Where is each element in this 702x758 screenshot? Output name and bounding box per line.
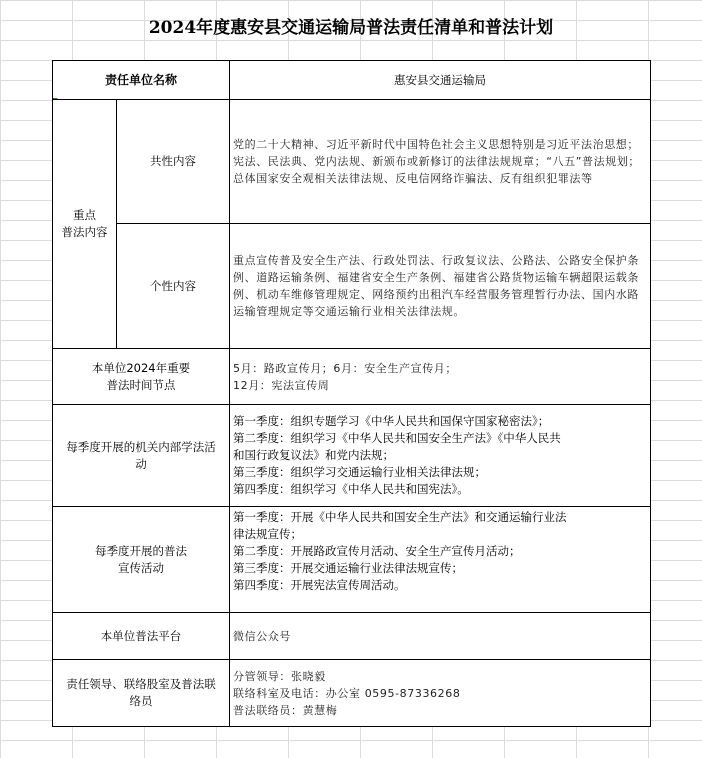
time-nodes-label-line2: 普法时间节点 — [106, 377, 176, 392]
individual-content-text: 重点宣传普及安全生产法、行政处罚法、行政复议法、公路法、公路安全保护条例、道路运输条例、福建省安全生产条例、福建省公路货物运输车辆超限运载条例、机动车维修管理规定、网络预约出租汽车经营服务管理暂行办法、国内水路运输管理规定等交通运输行业相关法律法规。 — [233, 254, 639, 318]
time-nodes-line: 5月：路政宣传月；6月：安全生产宣传月； — [233, 361, 457, 375]
individual-content-label: 个性内容 — [150, 278, 196, 293]
publicity-line: 第三季度：开展交通运输行业法律法规宣传； — [233, 561, 463, 575]
contacts-label-line2: 络员 — [129, 694, 153, 708]
contacts-label-cell — [52, 659, 230, 727]
header-label: 责任单位名称 — [104, 72, 177, 87]
key-content-label-cell — [52, 99, 117, 349]
contacts-line: 普法联络员：黄慧梅 — [233, 703, 338, 717]
publicity-label-line1: 每季度开展的普法 — [95, 543, 187, 558]
individual-content-cell — [229, 223, 651, 349]
common-content-cell — [229, 99, 651, 224]
internal-study-line: 第三季度：组织学习交通运输行业相关法律法规； — [233, 465, 486, 479]
publicity-line: 第四季度：开展宪法宣传周活动。 — [233, 578, 406, 592]
time-nodes-line: 12月：宪法宣传周 — [233, 378, 330, 392]
common-content-text: 党的二十大精神、习近平新时代中国特色社会主义思想特别是习近平法治思想；宪法、民法典、党内法规、新颁布或新修订的法律法规规章；“八五”普法规划；总体国家安全观相关法律法规、反电信网络诈骗法、反有组织犯罪法等 — [233, 138, 640, 185]
publicity-label-line2: 宣传活动 — [118, 560, 164, 575]
platform-value: 微信公众号 — [233, 629, 291, 643]
contacts-line: 分管领导：张晓毅 — [233, 669, 326, 683]
key-content-label-line1: 重点 — [73, 208, 96, 222]
publicity-cell — [229, 506, 651, 613]
key-content-label-line2: 普法内容 — [61, 225, 108, 239]
common-content-label: 共性内容 — [150, 154, 196, 168]
header-value: 惠安县交通运输局 — [394, 72, 486, 87]
time-nodes-label-cell — [52, 348, 230, 405]
internal-study-line: 第二季度：组织学习《中华人民共和国安全生产法》《中华人民共 — [233, 431, 561, 445]
contacts-line: 联络科室及电话：办公室 0595-87336268 — [233, 686, 461, 700]
platform-cell — [229, 612, 651, 660]
publicity-line: 第一季度：开展《中华人民共和国安全生产法》和交通运输行业法 — [233, 510, 567, 524]
time-nodes-label-line1: 本单位2024年重要 — [91, 360, 191, 375]
internal-study-label-line1: 每季度开展的机关内部学法活 — [66, 439, 216, 454]
publicity-line: 律法规宣传； — [233, 527, 302, 541]
header-label-cell — [52, 60, 230, 100]
internal-study-cell — [229, 404, 651, 507]
individual-content-label-cell — [116, 223, 230, 349]
common-content-label-cell — [116, 99, 230, 224]
contacts-label-line1: 责任领导、联络股室及普法联 — [66, 677, 216, 691]
publicity-label-cell — [52, 506, 230, 613]
internal-study-label-cell — [52, 404, 230, 507]
internal-study-label-line2: 动 — [135, 456, 147, 471]
internal-study-line: 第一季度：组织专题学习《中华人民共和国保守国家秘密法》； — [233, 414, 550, 428]
internal-study-line: 第四季度：组织学习《中华人民共和国宪法》。 — [233, 482, 469, 496]
platform-label-cell — [52, 612, 230, 660]
internal-study-line: 和国行政复议法》和党内法规； — [233, 448, 394, 462]
header-value-cell — [229, 60, 651, 100]
page-title: 2024年度惠安县交通运输局普法责任清单和普法计划 — [148, 18, 554, 38]
platform-label: 本单位普法平台 — [100, 628, 182, 643]
contacts-cell — [229, 659, 651, 727]
time-nodes-cell — [229, 348, 651, 405]
publicity-line: 第二季度：开展路政宣传月活动、安全生产宣传月活动； — [233, 544, 521, 558]
